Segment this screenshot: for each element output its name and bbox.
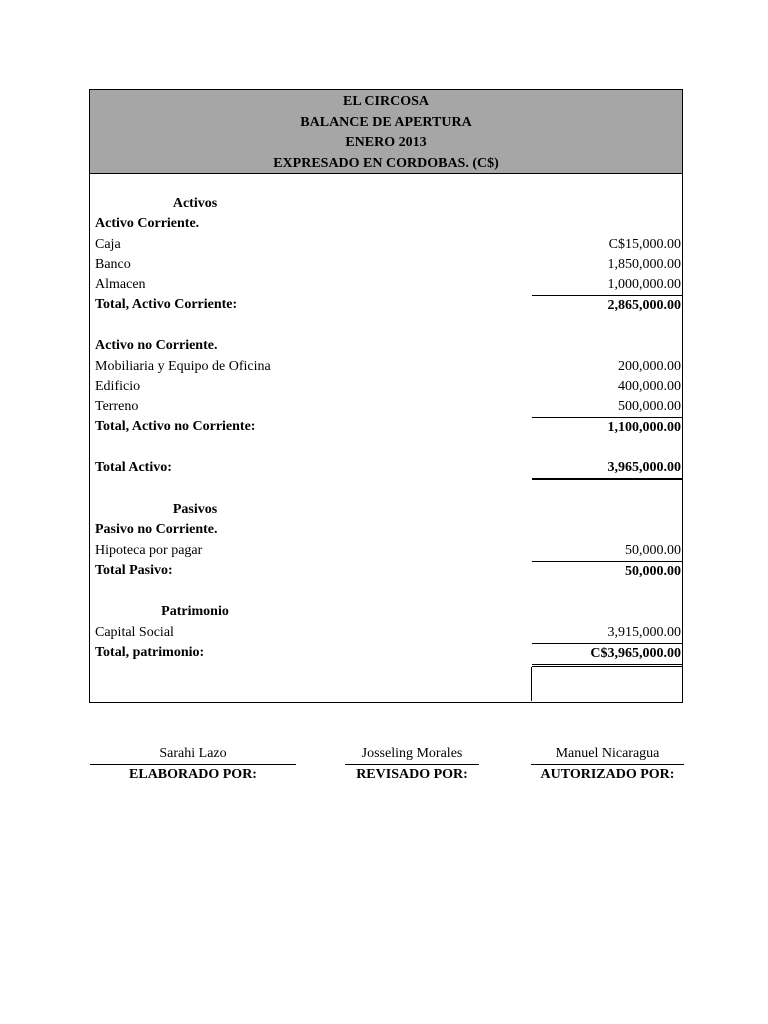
signature-elaborado xyxy=(90,744,296,786)
line-item-label: Mobiliaria y Equipo de Oficina xyxy=(95,359,271,374)
total-amount: C$3,965,000.00 xyxy=(532,643,682,667)
total-label: Total, Activo no Corriente: xyxy=(95,419,256,434)
total-amount: 1,100,000.00 xyxy=(532,417,682,438)
section-heading-activos: Activos xyxy=(172,196,218,211)
line-item-label: Caja xyxy=(95,237,121,252)
signer-role: AUTORIZADO POR: xyxy=(540,767,675,782)
total-label: Total Activo: xyxy=(95,460,172,475)
subsection-pasivo-no-corriente: Pasivo no Corriente. xyxy=(95,522,218,537)
total-amount: 50,000.00 xyxy=(532,561,682,582)
company-name: EL CIRCOSA xyxy=(343,94,429,109)
signer-role: REVISADO POR: xyxy=(356,767,468,782)
line-item-almacen xyxy=(95,275,682,295)
line-item-label: Capital Social xyxy=(95,625,174,640)
total-activo xyxy=(95,458,682,478)
line-item-amount: 1,000,000.00 xyxy=(607,277,681,292)
blank-cell xyxy=(531,667,682,701)
total-pasivo xyxy=(95,561,682,581)
report-header xyxy=(90,90,682,174)
line-item-terreno xyxy=(95,397,682,417)
line-item-edificio xyxy=(95,377,682,397)
section-heading-patrimonio: Patrimonio xyxy=(161,604,229,619)
line-item-amount: 500,000.00 xyxy=(618,399,681,414)
total-amount: 2,865,000.00 xyxy=(532,295,682,316)
subsection-activo-corriente: Activo Corriente. xyxy=(95,216,200,231)
line-item-label: Banco xyxy=(95,257,131,272)
line-item-label: Edificio xyxy=(95,379,141,394)
signer-role: ELABORADO POR: xyxy=(129,767,257,782)
report-title: BALANCE DE APERTURA xyxy=(300,114,472,130)
total-amount: 3,965,000.00 xyxy=(532,458,682,480)
signature-revisado xyxy=(345,744,479,786)
line-item-amount: 400,000.00 xyxy=(618,379,681,394)
total-patrimonio xyxy=(95,643,682,663)
line-item-label: Almacen xyxy=(95,277,146,292)
line-item-amount: 3,915,000.00 xyxy=(607,625,681,640)
total-label: Total, Activo Corriente: xyxy=(95,297,238,312)
line-item-amount: 1,850,000.00 xyxy=(607,257,681,272)
report-currency: EXPRESADO EN CORDOBAS. (C$) xyxy=(273,155,499,171)
line-item-amount: 50,000.00 xyxy=(625,543,681,558)
section-heading-pasivos: Pasivos xyxy=(172,502,218,517)
subsection-activo-no-corriente: Activo no Corriente. xyxy=(95,338,218,353)
signer-name: Sarahi Lazo xyxy=(90,744,296,765)
line-item-amount: C$15,000.00 xyxy=(608,237,681,252)
line-item-banco xyxy=(95,255,682,275)
line-item-caja xyxy=(95,235,682,255)
line-item-label: Terreno xyxy=(95,399,139,414)
total-activo-no-corriente xyxy=(95,417,682,437)
line-item-mobiliaria xyxy=(95,357,682,377)
total-label: Total Pasivo: xyxy=(95,563,173,578)
line-item-label: Hipoteca por pagar xyxy=(95,543,203,558)
signature-autorizado xyxy=(531,744,684,786)
line-item-amount: 200,000.00 xyxy=(618,359,681,374)
signer-name: Manuel Nicaragua xyxy=(531,744,684,765)
line-item-capital-social xyxy=(95,623,682,643)
report-period: ENERO 2013 xyxy=(345,135,427,150)
total-label: Total, patrimonio: xyxy=(95,645,205,660)
line-item-hipoteca xyxy=(95,541,682,561)
total-activo-corriente xyxy=(95,295,682,315)
balance-sheet xyxy=(89,89,683,703)
signer-name: Josseling Morales xyxy=(345,744,479,765)
